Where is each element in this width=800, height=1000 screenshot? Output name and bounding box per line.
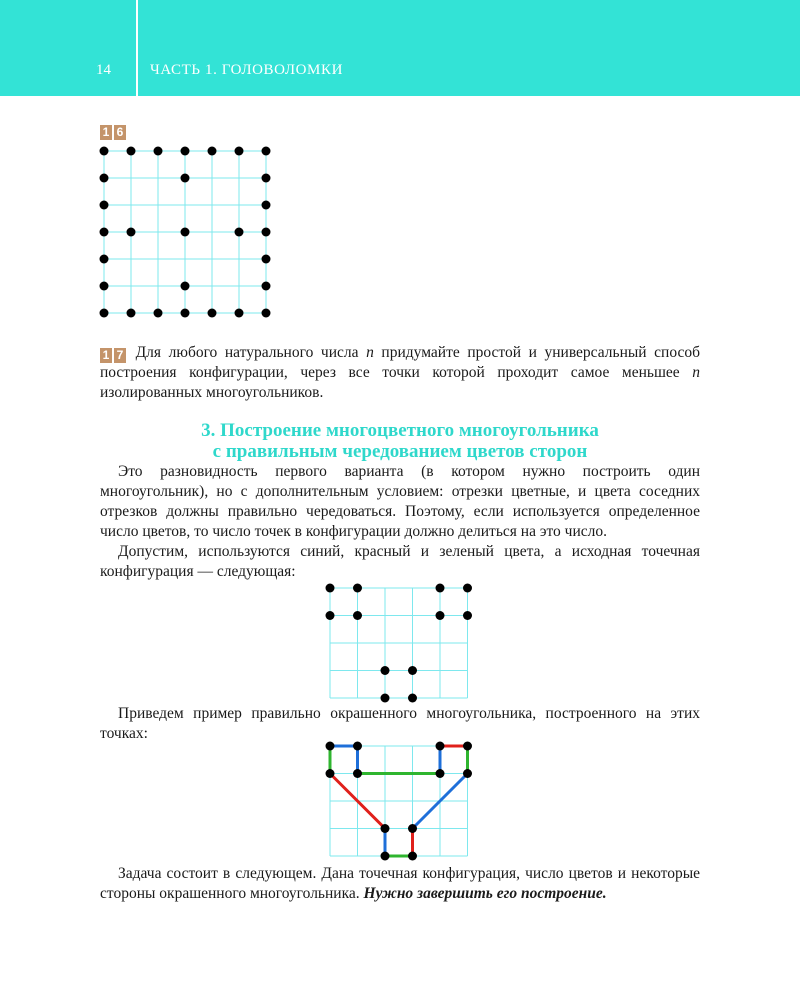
- page-number: 14: [96, 62, 111, 78]
- task-emphasis: Нужно завершить его построение.: [363, 885, 607, 902]
- grid-dot: [436, 742, 445, 751]
- grid-dot: [127, 309, 136, 318]
- grid-dot: [127, 228, 136, 237]
- grid-dot: [326, 769, 335, 778]
- grid-dot: [181, 174, 190, 183]
- problem-17-text: [100, 343, 700, 403]
- grid-dot: [463, 611, 472, 620]
- grid-dot: [235, 309, 244, 318]
- section-title: [100, 420, 700, 462]
- variable-n: n: [692, 364, 700, 381]
- grid-dot: [154, 309, 163, 318]
- grid-dot: [262, 255, 271, 264]
- grid-dot: [353, 611, 362, 620]
- grid-dot: [381, 852, 390, 861]
- problem-17-part1: Для любого натурального числа: [135, 344, 367, 361]
- running-head: ЧАСТЬ 1. ГОЛОВОЛОМКИ: [150, 62, 344, 78]
- variable-n: n: [366, 344, 374, 361]
- badge-digit: 1: [100, 125, 112, 140]
- grid-dot: [262, 201, 271, 210]
- grid-dot: [127, 147, 136, 156]
- paragraph-example: Допустим, используются синий, красный и зеленый цвета, а исходная точечная конфигурация — следующая:: [100, 543, 700, 580]
- grid-dot: [262, 174, 271, 183]
- puzzle-16-figure: [96, 144, 280, 316]
- grid-dot: [100, 228, 109, 237]
- grid-dot: [208, 309, 217, 318]
- grid-dot: [208, 147, 217, 156]
- grid-dot: [100, 255, 109, 264]
- badge-digit: 1: [100, 348, 112, 363]
- grid-dot: [181, 282, 190, 291]
- grid-dot: [381, 824, 390, 833]
- grid-dot: [326, 611, 335, 620]
- grid-dot: [353, 742, 362, 751]
- grid-dot: [463, 742, 472, 751]
- grid-dot: [262, 282, 271, 291]
- paragraph-intro: Это разновидность первого варианта (в котором нужно построить один многоугольник), но с дополнительным условием: отрезки цветные, и цвета соседних отрезков должны правильно чередоваться. Поэтому, если используется определенное число цветов, то число точек в конфигурации должно делиться на это число.: [100, 463, 700, 540]
- point-configuration-figure: [322, 580, 478, 700]
- grid-dot: [262, 228, 271, 237]
- grid-dot: [100, 282, 109, 291]
- grid-dot: [436, 611, 445, 620]
- grid-dot: [353, 584, 362, 593]
- grid-dot: [353, 769, 362, 778]
- task-text: Задача состоит в следующем. Дана точечная конфигурация, число цветов и некоторые стороны окрашенного многоугольника.: [100, 865, 700, 902]
- section-title-line1: 3. Построение многоцветного многоугольника: [201, 420, 599, 441]
- grid-dot: [100, 174, 109, 183]
- grid-dot: [436, 584, 445, 593]
- grid-dot: [408, 852, 417, 861]
- grid-dot: [381, 666, 390, 675]
- badge-digit: 7: [114, 348, 126, 363]
- grid-dot: [326, 742, 335, 751]
- problem-16-badge: [100, 123, 128, 138]
- grid-dot: [326, 584, 335, 593]
- problem-17-part2: придумайте простой и универсальный способ построения конфигурации, через все точки которой проходит самое меньшее: [100, 344, 700, 381]
- grid-dot: [154, 147, 163, 156]
- grid-dot: [463, 769, 472, 778]
- grid-dot: [100, 309, 109, 318]
- grid-dot: [235, 228, 244, 237]
- grid-dot: [408, 666, 417, 675]
- grid-dot: [436, 769, 445, 778]
- grid-dot: [181, 147, 190, 156]
- grid-dot: [381, 694, 390, 703]
- grid-dot: [100, 147, 109, 156]
- grid-dot: [181, 228, 190, 237]
- colored-polygon-figure: [322, 738, 478, 858]
- badge-digit: 6: [114, 125, 126, 140]
- grid-dot: [181, 309, 190, 318]
- page-header: [0, 0, 800, 96]
- grid-dot: [408, 824, 417, 833]
- grid-dot: [262, 309, 271, 318]
- paragraph-colored-example: Приведем пример правильно окрашенного многоугольника, построенного на этих точках:: [100, 705, 700, 742]
- grid-dot: [262, 147, 271, 156]
- paragraph-task: [100, 864, 700, 904]
- header-divider: [136, 0, 138, 96]
- problem-17-badge: [100, 345, 128, 360]
- grid-dot: [100, 201, 109, 210]
- grid-dot: [408, 694, 417, 703]
- grid-dot: [235, 147, 244, 156]
- problem-17-part3: изолированных многоугольников.: [100, 384, 324, 401]
- grid-dot: [463, 584, 472, 593]
- section-title-line2: с правильным чередованием цветов сторон: [212, 441, 588, 462]
